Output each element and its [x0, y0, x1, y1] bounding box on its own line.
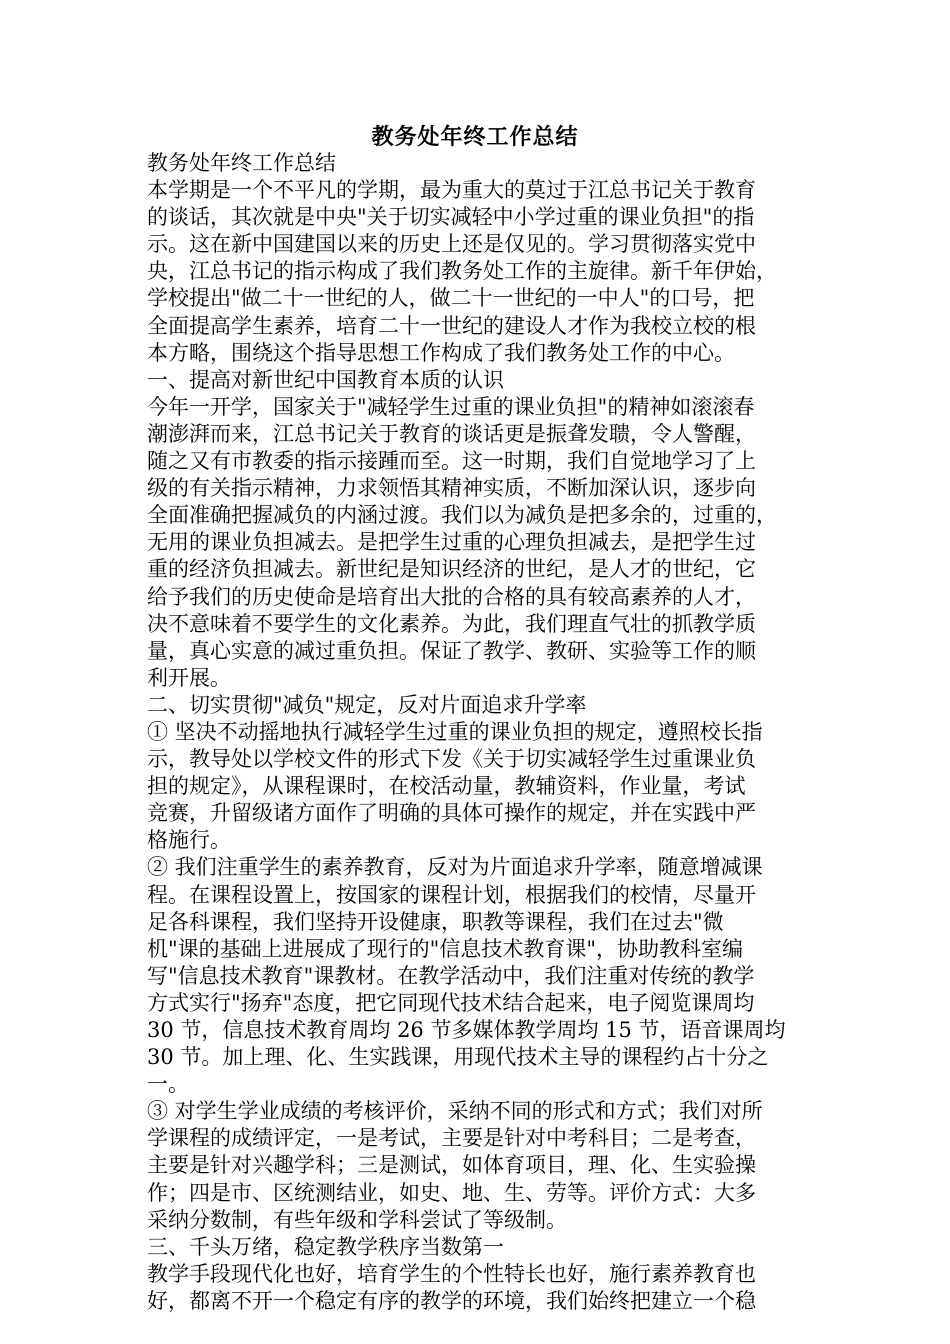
document-title: 教务处年终工作总结: [371, 124, 579, 150]
body-line: ② 我们注重学生的素养教育，反对为片面追求升学率，随意增减课: [147, 855, 763, 880]
body-line: 全面准确把握减负的内涵过渡。我们以为减负是把多余的，过重的，: [147, 503, 777, 528]
body-line: 三、千头万绪，稳定教学秩序当数第一: [147, 1234, 504, 1259]
body-line: 本学期是一个不平凡的学期，最为重大的莫过于江总书记关于教育: [147, 178, 756, 203]
body-line: 全面提高学生素养，培育二十一世纪的建设人才作为我校立校的根: [147, 313, 756, 338]
body-line: 量，真心实意的减过重负担。保证了教学、教研、实验等工作的顺: [147, 638, 756, 663]
body-line: 无用的课业负担减去。是把学生过重的心理负担减去，是把学生过: [147, 530, 756, 555]
body-line: 格施行。: [147, 828, 231, 853]
body-line: 利开展。: [147, 665, 231, 690]
body-line: 二、切实贯彻"减负"规定，反对片面追求升学率: [147, 692, 587, 717]
body-line: 学课程的成绩评定，一是考试，主要是针对中考科目；二是考查，: [147, 1126, 756, 1151]
body-line: 一。: [147, 1072, 189, 1097]
body-line: 担的规定》，从课程课时，在校活动量，教辅资料，作业量，考试: [147, 774, 746, 799]
body-line: 随之又有市教委的指示接踵而至。这一时期，我们自觉地学习了上: [147, 449, 756, 474]
body-line: 教学手段现代化也好，培育学生的个性特长也好，施行素养教育也: [147, 1261, 756, 1286]
body-line: 30 节，信息技术教育周均 26 节多媒体教学周均 15 节，语音课周均: [147, 1018, 786, 1042]
body-line: 示。这在新中国建国以来的历史上还是仅见的。学习贯彻落实党中: [147, 232, 756, 257]
body-line: 学校提出"做二十一世纪的人，做二十一世纪的一中人"的口号，把: [147, 286, 755, 311]
body-line: 30 节。加上理、化、生实践课，用现代技术主导的课程约占十分之: [147, 1045, 769, 1070]
body-line: 决不意味着不要学生的文化素养。为此，我们理直气壮的抓教学质: [147, 611, 756, 636]
body-line: 本方略，围绕这个指导思想工作构成了我们教务处工作的中心。: [147, 340, 735, 365]
body-line: 足各科课程，我们坚持开设健康，职教等课程，我们在过去"微: [147, 909, 724, 934]
body-line: ① 坚决不动摇地执行减轻学生过重的课业负担的规定，遵照校长指: [147, 719, 763, 744]
body-line: 教务处年终工作总结: [147, 151, 336, 175]
body-line: 写"信息技术教育"课教材。在教学活动中，我们注重对传统的教学: [147, 963, 755, 988]
document-body: [147, 150, 803, 1315]
body-line: 的谈话，其次就是中央"关于切实减轻中小学过重的课业负担"的指: [147, 205, 755, 230]
body-line: 采纳分数制，有些年级和学科尝试了等级制。: [147, 1207, 567, 1232]
body-line: 给予我们的历史使命是培育出大批的合格的具有较高素养的人才，: [147, 584, 756, 609]
body-line: 示，教导处以学校文件的形式下发《关于切实减轻学生过重课业负: [147, 747, 756, 772]
body-line: 央，江总书记的指示构成了我们教务处工作的主旋律。新千年伊始，: [147, 259, 777, 284]
body-line: 机"课的基础上进展成了现行的"信息技术教育课"，协助教科室编: [147, 936, 743, 961]
body-line: 今年一开学，国家关于"减轻学生过重的课业负担"的精神如滚滚春: [147, 394, 755, 419]
body-line: 竞赛，升留级诸方面作了明确的具体可操作的规定，并在实践中严: [147, 801, 756, 826]
body-line: 重的经济负担减去。新世纪是知识经济的世纪，是人才的世纪，它: [147, 557, 756, 582]
body-line: 主要是针对兴趣学科；三是测试，如体育项目，理、化、生实验操: [147, 1153, 756, 1178]
body-line: 方式实行"扬弃"态度，把它同现代技术结合起来，电子阅览课周均: [147, 990, 755, 1015]
body-line: 好，都离不开一个稳定有序的教学的环境，我们始终把建立一个稳: [147, 1288, 756, 1313]
body-line: 级的有关指示精神，力求领悟其精神实质，不断加深认识，逐步向: [147, 476, 756, 501]
body-line: 一、提高对新世纪中国教育本质的认识: [147, 367, 504, 392]
body-line: 程。在课程设置上，按国家的课程计划，根据我们的校情，尽量开: [147, 882, 756, 907]
body-line: 潮澎湃而来，江总书记关于教育的谈话更是振聋发聩，令人警醒，: [147, 421, 756, 446]
body-line: ③ 对学生学业成绩的考核评价，采纳不同的形式和方式；我们对所: [147, 1099, 763, 1124]
body-line: 作；四是市、区统测结业，如史、地、生、劳等。评价方式：大多: [147, 1180, 756, 1205]
